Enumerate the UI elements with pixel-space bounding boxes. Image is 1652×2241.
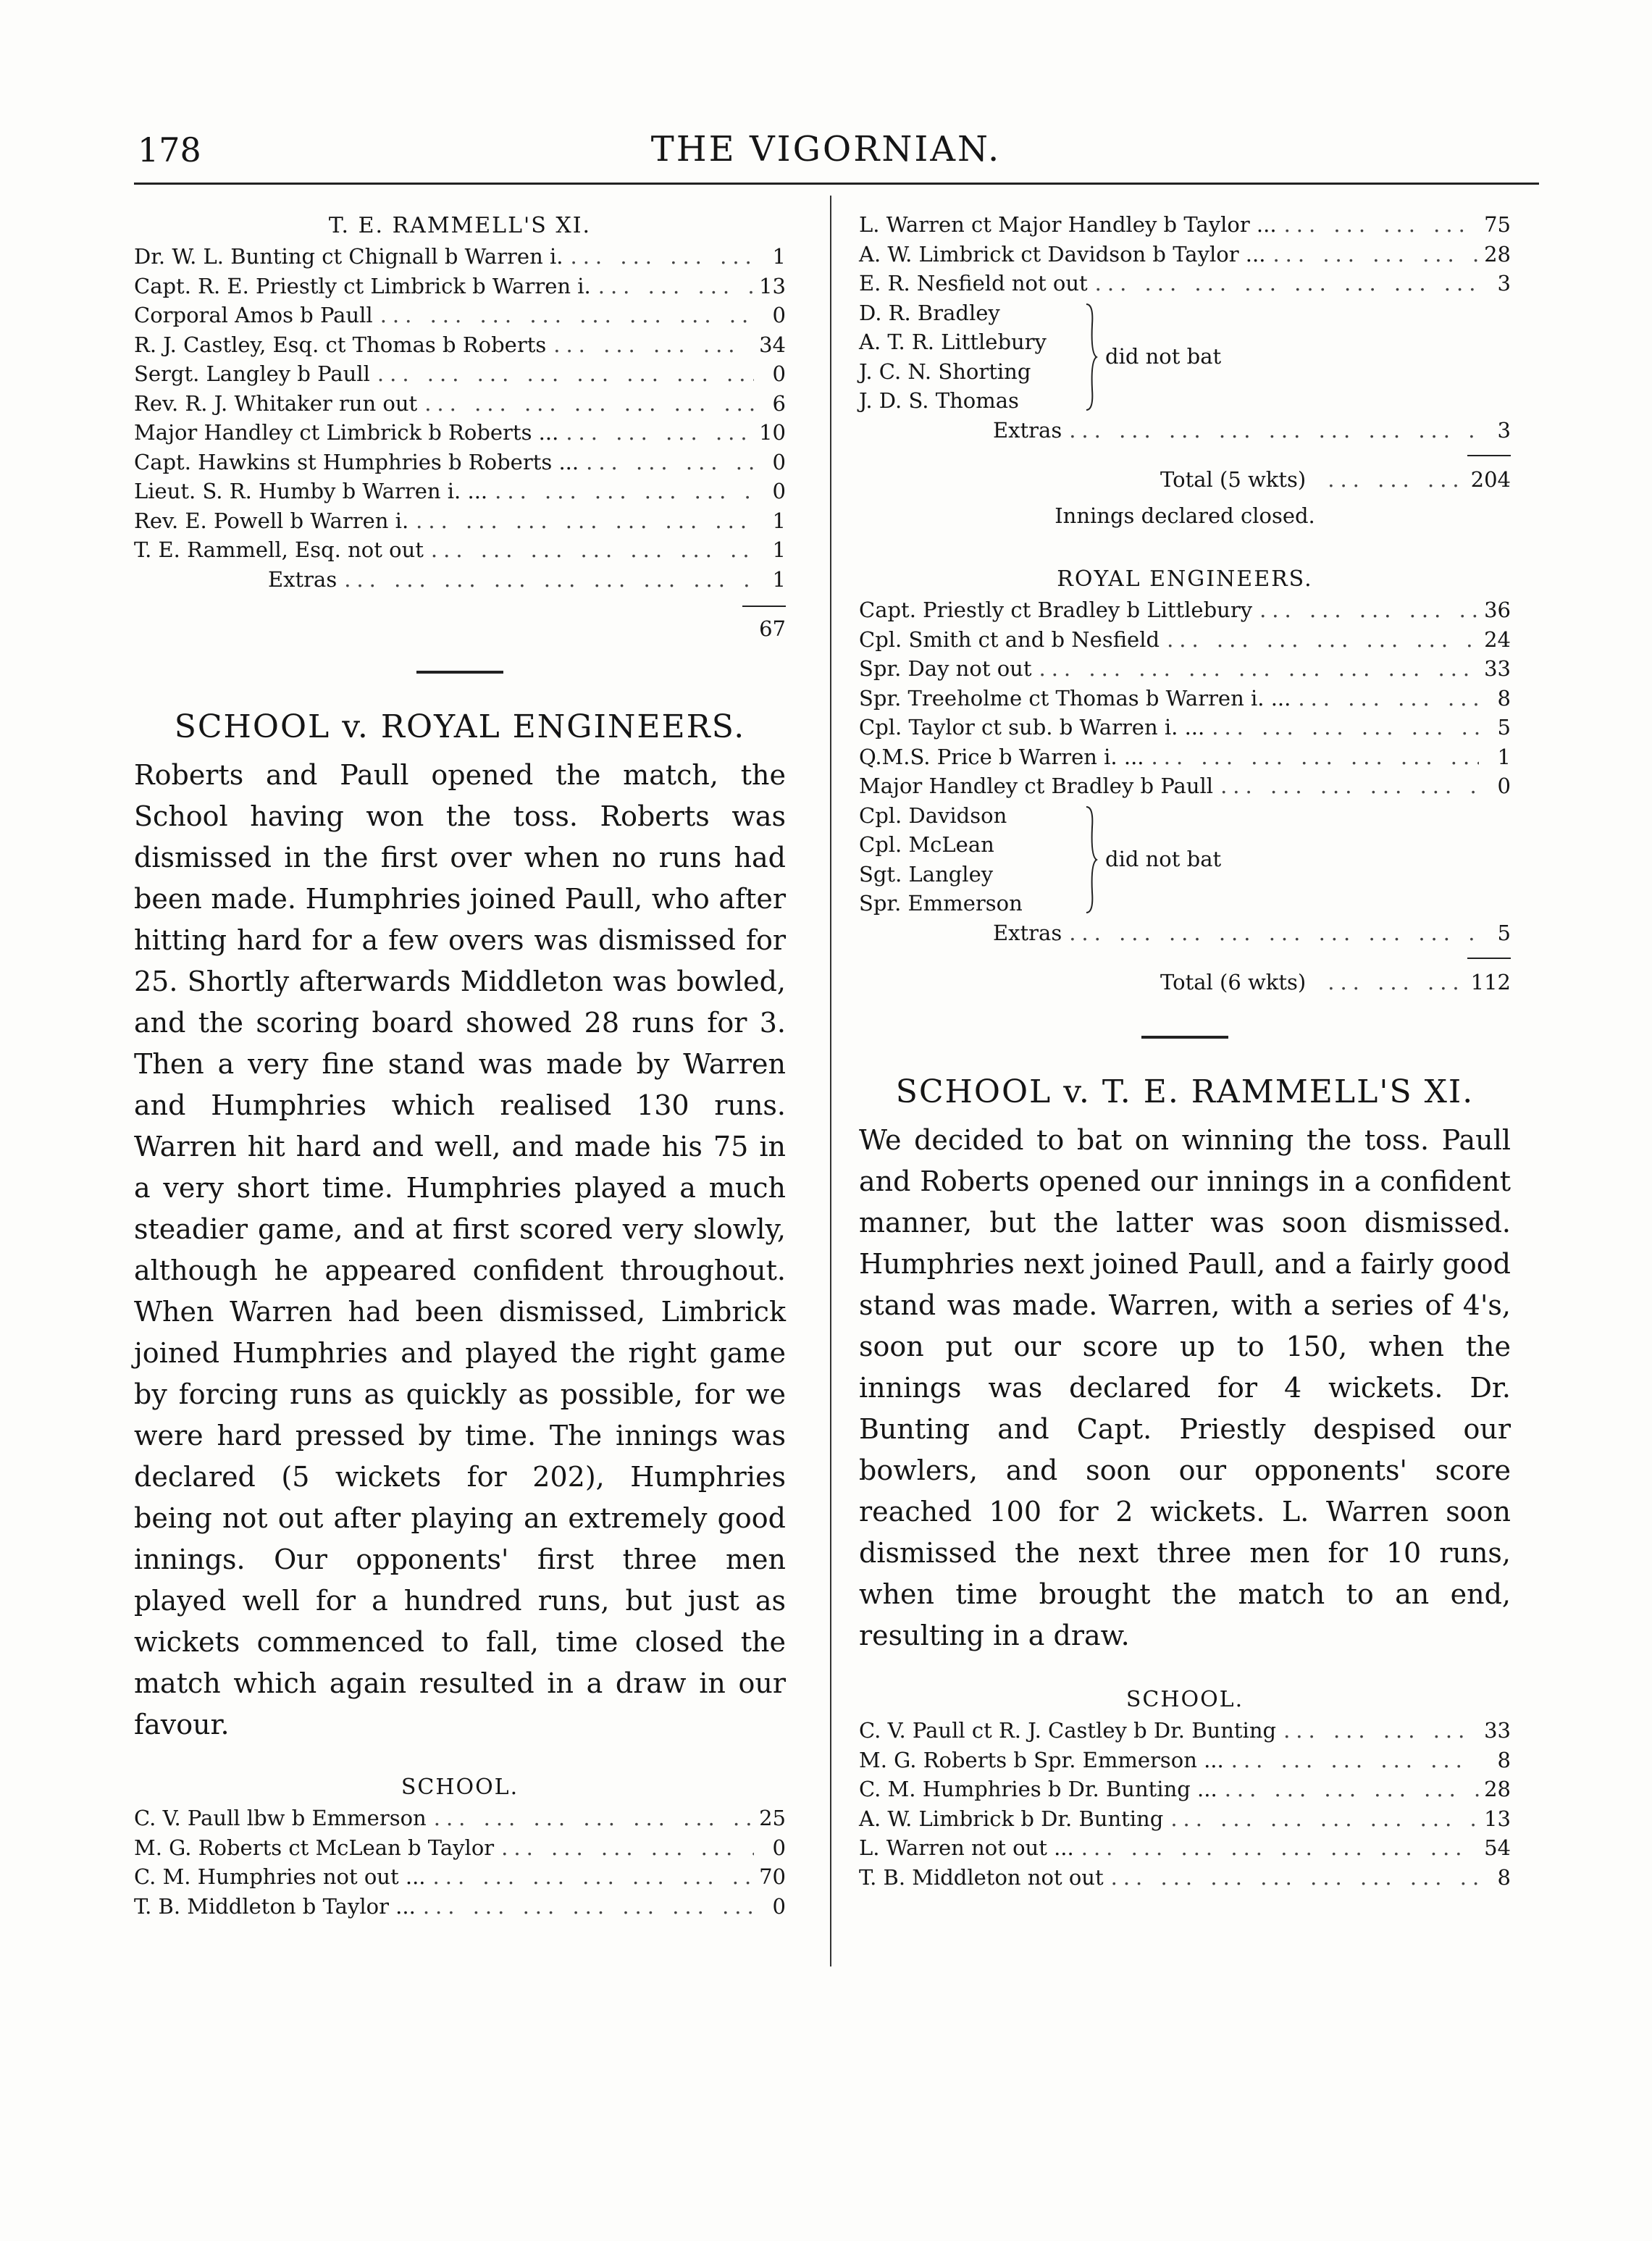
runs: 33 [1484, 656, 1511, 681]
section-separator [1141, 1036, 1228, 1039]
batsman: Dr. W. L. Bunting ct Chignall b Warren i. [134, 244, 563, 269]
score-row [134, 477, 786, 506]
leader-dots [546, 330, 754, 360]
batsman: L. Warren ct Major Handley b Taylor ... [859, 212, 1277, 237]
runs: 25 [759, 1806, 786, 1830]
leader-dots [1204, 713, 1479, 742]
runs: 75 [1484, 212, 1511, 237]
batsman: Lieut. S. R. Humby b Warren i. ... [134, 479, 488, 503]
rammell-xi-total: 67 [759, 616, 786, 641]
batsman: Major Handley ct Limbrick b Roberts ... [134, 420, 559, 445]
leader-dots [1265, 240, 1479, 269]
score-row [859, 742, 1511, 772]
leader-dots [1252, 595, 1479, 625]
sum-rule [1467, 455, 1511, 456]
score-row [859, 269, 1511, 298]
rammell-match-report: We decided to bat on winning the toss. Paull and Roberts opened our innings in a confident manner, but the latter was soon dismissed. Humphries next joined Paull, and a fairly good stand was made. Warren, with a series of 4's, soon put our score up to 150, when the innings was declared for 4 wickets. Dr. Bunting and Capt. Priestly despised our bowlers, and soon our opponents' score reached 100 for 2 wickets. L. Warren soon dismissed the next three men for 10 runs, when time brought the match to an end, resulting in a draw. [859, 1124, 1511, 1651]
leader-dots [1276, 1716, 1479, 1746]
re-heading: ROYAL ENGINEERS. [1057, 566, 1313, 592]
column-divider [830, 196, 831, 1966]
runs: 13 [759, 273, 786, 298]
dnb-player: D. R. Bradley [859, 300, 1000, 325]
leader-dots [1160, 625, 1479, 655]
leader-dots [563, 242, 754, 272]
leader-dots [558, 418, 754, 448]
dnb-player: Cpl. McLean [859, 832, 994, 857]
score-row [859, 713, 1511, 742]
leader-dots [337, 565, 754, 595]
leader-dots [417, 389, 754, 419]
batsman: Spr. Day not out [859, 656, 1032, 681]
batsman: T. B. Middleton b Taylor ... [134, 1893, 416, 1919]
batsman: C. V. Paull ct R. J. Castley b Dr. Bunting [859, 1718, 1277, 1743]
leader-dots [424, 535, 754, 565]
leader-dots [591, 272, 754, 301]
batsman: Rev. R. J. Whitaker run out [134, 390, 418, 416]
leader-dots [1104, 1863, 1479, 1893]
extras-row [859, 918, 1511, 948]
batsman: L. Warren not out ... [859, 1835, 1074, 1860]
runs: 0 [772, 1893, 786, 1919]
batsman: Cpl. Taylor ct sub. b Warren i. ... [859, 715, 1205, 740]
score-row [134, 448, 786, 477]
batsman: Cpl. Smith ct and b Nesfield [859, 627, 1160, 652]
sum-rule [1467, 958, 1511, 959]
leader-dots [1291, 684, 1479, 713]
runs: 0 [772, 479, 786, 503]
leader-dots [579, 448, 754, 477]
score-row [134, 1862, 786, 1892]
score-row [859, 625, 1511, 655]
runs: 70 [759, 1864, 786, 1889]
re-school-scorecard-continued [859, 210, 1511, 532]
runs: 1 [1497, 744, 1511, 769]
header-rule [134, 183, 1539, 185]
batsman: E. R. Nesfield not out [859, 271, 1088, 296]
runs: 8 [1497, 1864, 1511, 1890]
score-row [134, 1804, 786, 1833]
total-value: 204 [1470, 467, 1511, 492]
batsman: Corporal Amos b Paull [134, 303, 373, 327]
batsman: M. G. Roberts ct McLean b Taylor [134, 1835, 495, 1860]
score-row [859, 240, 1511, 269]
score-row [134, 506, 786, 536]
total-label: Total (6 wkts) [1160, 970, 1307, 994]
runs: 28 [1484, 1777, 1511, 1801]
leader-dots [370, 359, 754, 389]
leader-dots [1213, 771, 1479, 801]
score-row [859, 1746, 1511, 1775]
runs: 24 [1484, 627, 1511, 652]
innings-declared: Innings declared closed. [1054, 503, 1315, 528]
leader-dots [1144, 742, 1479, 772]
runs: 10 [759, 420, 786, 445]
batsman: Capt. Priestly ct Bradley b Littlebury [859, 598, 1253, 622]
runs: 33 [1484, 1718, 1511, 1743]
dnb-player: Sgt. Langley [859, 861, 994, 887]
dnb-player: Cpl. Davidson [859, 803, 1007, 828]
running-title: THE VIGORNIAN. [650, 129, 1002, 169]
sum-rule [742, 606, 786, 607]
batsman: T. B. Middleton not out [859, 1864, 1104, 1890]
re-school-heading: SCHOOL. [401, 1775, 519, 1800]
score-row [134, 1833, 786, 1863]
score-row [859, 1833, 1511, 1863]
re-scorecard [859, 595, 1511, 997]
school-total-row [859, 465, 1511, 494]
score-row [134, 359, 786, 389]
leader-dots [1062, 416, 1479, 445]
runs: 0 [772, 1835, 786, 1860]
extras-runs: 1 [772, 566, 786, 592]
batsman: T. E. Rammell, Esq. not out [134, 537, 424, 562]
dnb-player: J. D. S. Thomas [859, 388, 1019, 413]
score-row [134, 301, 786, 330]
extras-label: Extras [993, 920, 1062, 945]
score-row [134, 1892, 786, 1922]
score-row [134, 242, 786, 272]
brace-icon [1083, 303, 1098, 411]
total-label: Total (5 wkts) [1160, 467, 1307, 492]
rammell-school-heading: SCHOOL. [1125, 1687, 1244, 1712]
runs: 8 [1497, 685, 1511, 711]
score-row [134, 418, 786, 448]
leader-dots [1074, 1833, 1479, 1863]
score-row [859, 595, 1511, 625]
leader-dots [408, 506, 754, 536]
score-row [859, 1863, 1511, 1893]
runs: 54 [1484, 1835, 1511, 1860]
runs: 5 [1497, 715, 1511, 740]
rammell-xi-scorecard [134, 242, 786, 643]
batsman: Capt. Hawkins st Humphries b Roberts ... [134, 449, 579, 474]
runs: 6 [772, 390, 786, 416]
batsman: R. J. Castley, Esq. ct Thomas b Roberts [134, 332, 547, 357]
runs: 1 [772, 537, 786, 562]
batsman: Major Handley ct Bradley b Paull [859, 774, 1214, 798]
dnb-player: Spr. Emmerson [859, 891, 1023, 916]
runs: 36 [1484, 598, 1511, 622]
re-match-title: SCHOOL v. ROYAL ENGINEERS. [174, 708, 746, 745]
extras-label: Extras [993, 417, 1062, 443]
batsman: Capt. R. E. Priestly ct Limbrick b Warren i. [134, 273, 591, 298]
runs: 0 [772, 361, 786, 386]
score-row [859, 1804, 1511, 1834]
runs: 8 [1497, 1747, 1511, 1772]
leader-dots [1163, 1804, 1479, 1834]
score-row [134, 330, 786, 360]
leader-dots [1328, 968, 1464, 997]
did-not-bat-group [859, 801, 1511, 918]
did-not-bat-group [859, 298, 1511, 416]
runs: 3 [1497, 271, 1511, 296]
score-row [859, 654, 1511, 684]
runs: 1 [772, 508, 786, 533]
rammell-xi-heading: T. E. RAMMELL'S XI. [328, 213, 592, 238]
batsman: Spr. Treeholme ct Thomas b Warren i. ... [859, 685, 1291, 711]
brace-icon [1083, 805, 1098, 914]
runs: 0 [772, 303, 786, 327]
leader-dots [1217, 1775, 1479, 1804]
leader-dots [373, 301, 754, 330]
leader-dots [1328, 465, 1464, 494]
right-column [859, 210, 1511, 1892]
extras-label: Extras [268, 566, 337, 592]
runs: 13 [1484, 1806, 1511, 1831]
re-school-scorecard [134, 1804, 786, 1921]
batsman: A. W. Limbrick ct Davidson b Taylor ... [859, 241, 1266, 267]
did-not-bat-label: did not bat [1105, 343, 1222, 369]
runs: 28 [1484, 241, 1511, 267]
left-column [134, 210, 786, 1921]
extras-runs: 5 [1497, 920, 1511, 945]
leader-dots [494, 1833, 754, 1863]
re-total-row [859, 968, 1511, 997]
leader-dots [426, 1862, 754, 1892]
did-not-bat-label: did not bat [1105, 846, 1222, 871]
score-row [859, 771, 1511, 801]
score-row [859, 210, 1511, 240]
leader-dots [1088, 269, 1479, 298]
leader-dots [1224, 1746, 1479, 1775]
batsman: Sergt. Langley b Paull [134, 361, 370, 386]
section-separator [416, 671, 503, 674]
page-header [0, 0, 1652, 203]
leader-dots [416, 1892, 754, 1922]
rammell-school-scorecard [859, 1716, 1511, 1892]
rammell-match-title: SCHOOL v. T. E. RAMMELL'S XI. [895, 1073, 1475, 1110]
extras-row [134, 565, 786, 595]
batsman: Rev. E. Powell b Warren i. [134, 508, 409, 533]
leader-dots [487, 477, 754, 506]
extras-row [859, 416, 1511, 445]
runs: 34 [759, 332, 786, 357]
score-row [134, 389, 786, 419]
runs: 0 [1497, 774, 1511, 798]
leader-dots [1062, 918, 1479, 948]
extras-runs: 3 [1497, 417, 1511, 443]
score-row [859, 1716, 1511, 1746]
runs: 1 [772, 244, 786, 269]
leader-dots [427, 1804, 754, 1833]
batsman: A. W. Limbrick b Dr. Bunting [859, 1806, 1164, 1831]
page-number: 178 [138, 130, 201, 169]
score-row [859, 1775, 1511, 1804]
batsman: C. M. Humphries b Dr. Bunting ... [859, 1777, 1217, 1801]
total-value: 112 [1470, 970, 1511, 994]
batsman: M. G. Roberts b Spr. Emmerson ... [859, 1747, 1224, 1772]
score-row [134, 272, 786, 301]
leader-dots [1032, 654, 1480, 684]
score-row [859, 684, 1511, 713]
dnb-player: J. C. N. Shorting [859, 359, 1031, 384]
batsman: Q.M.S. Price b Warren i. ... [859, 744, 1144, 769]
score-row [134, 535, 786, 565]
re-match-report: Roberts and Paull opened the match, the School having won the toss. Roberts was dismissed in the first over when no runs had been made. Humphries joined Paull, who after hitting hard for a few overs was dismissed for 25. Shortly afterwards Middleton was bowled, and the scoring board showed 28 runs for 3. Then a very fine stand was made by Warren and Humphries which realised 130 runs. Warren hit hard and well, and made his 75 in a very short time. Humphries played a much steadier game, and at first scored very slowly, although he appeared confident throughout. When Warren had been dismissed, Limbrick joined Humphries and played the right game by forcing runs as quickly as possible, for we were hard pressed by time. The innings was declared (5 wickets for 202), Humphries being not out after playing an extremely good innings. Our opponents' first three men played well for a hundred runs, but just as wickets commenced to fall, time closed the match which again resulted in a draw in our favour. [134, 759, 786, 1741]
batsman: C. V. Paull lbw b Emmerson [134, 1806, 427, 1830]
runs: 0 [772, 449, 786, 474]
leader-dots [1277, 210, 1479, 240]
dnb-player: A. T. R. Littlebury [859, 330, 1047, 354]
batsman: C. M. Humphries not out ... [134, 1864, 426, 1889]
